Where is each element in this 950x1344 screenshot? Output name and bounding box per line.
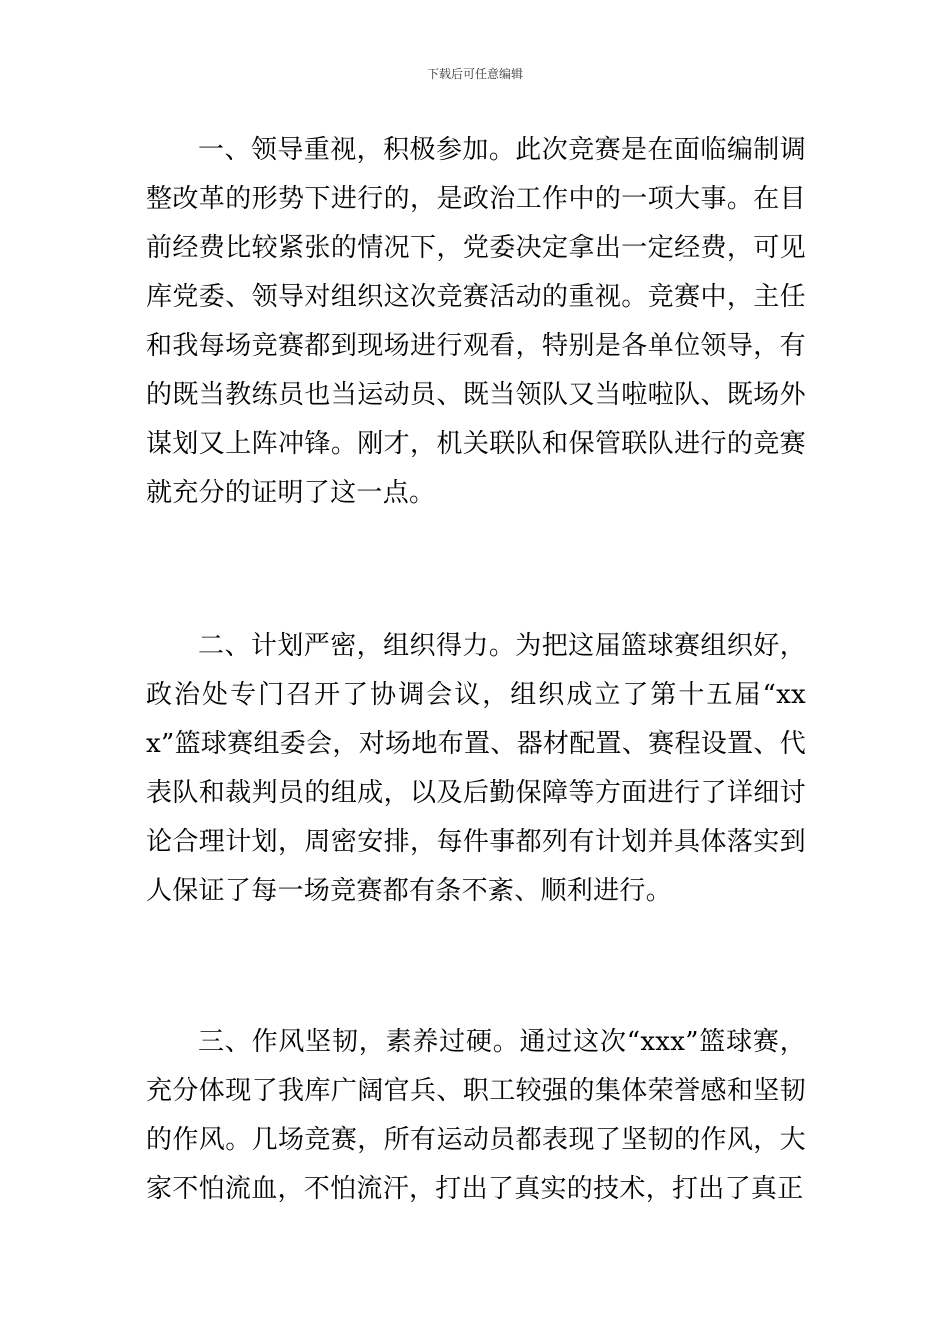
page-header: 下载后可任意编辑 — [426, 67, 523, 81]
paragraph-planning: 二、计划严密，组织得力。为把这届篮球赛组织好，政治处专门召开了协调会议，组织成立了第十五届“xxx”篮球赛组委会，对场地布置、器材配置、赛程设置、代表队和裁判员的组成，以及后勤保障等方面进行了详细讨论合理计划，周密安排，每件事都列有计划并具体落实到人保证了每一场竞赛都有条不紊、顺利进行。 — [146, 631, 806, 906]
paragraph-leadership: 一、领导重视，积极参加。此次竞赛是在面临编制调整改革的形势下进行的，是政治工作中的一项大事。在目前经费比较紧张的情况下，党委决定拿出一定经费，可见库党委、领导对组织这次竞赛活动的重视。竞赛中，主任和我每场竞赛都到现场进行观看，特别是各单位领导，有的既当教练员也当运动员、既当领队又当啦啦队、既场外谋划又上阵冲锋。刚才，机关联队和保管联队进行的竞赛就充分的证明了这一点。 — [146, 135, 806, 508]
paragraph-style: 三、作风坚韧，素养过硬。通过这次“xxx”篮球赛，充分体现了我库广阔官兵、职工较强的集体荣誉感和坚韧的作风。几场竞赛，所有运动员都表现了坚韧的作风，大家不怕流血，不怕流汗，打出了真实的技术，打出了真正 — [146, 1027, 806, 1204]
